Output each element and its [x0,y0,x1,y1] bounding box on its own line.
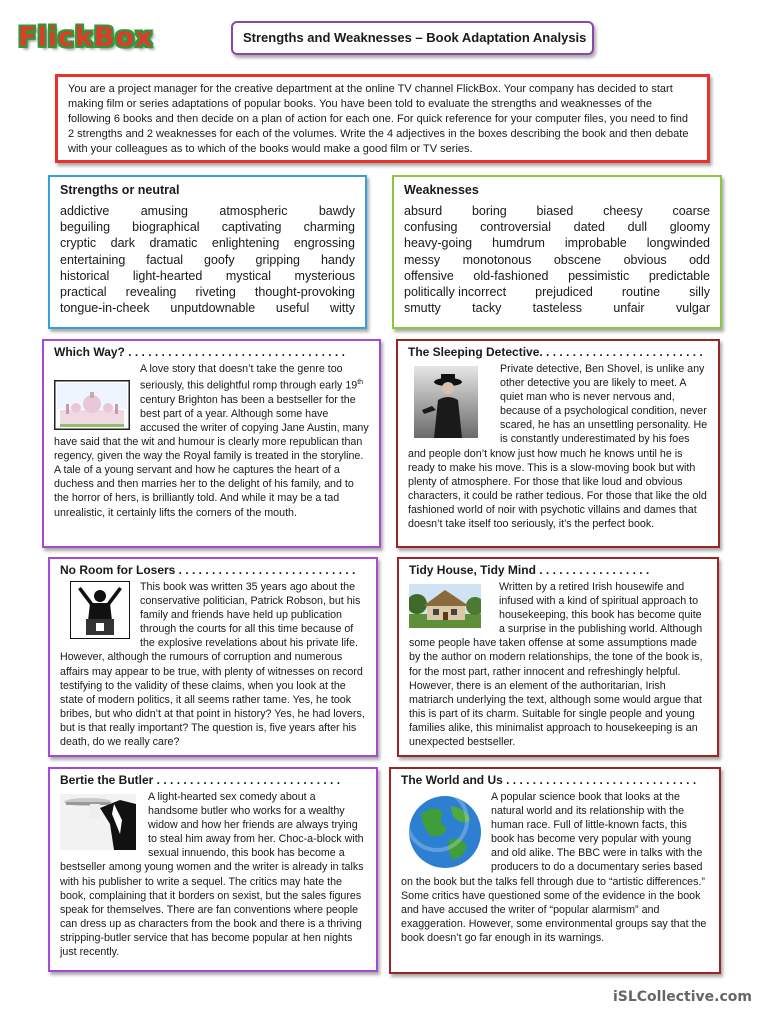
strengths-word: captivating [221,220,282,235]
brighton-pavilion-image [54,380,130,430]
weaknesses-word: longwinded [646,236,710,251]
strengths-word-row [60,284,355,300]
globe-image [407,794,483,870]
flickbox-logo: FlickBox [18,22,154,53]
weaknesses-word: politically incorrect [404,285,507,300]
strengths-word: charming [303,220,355,235]
book-card-tidy-house-tidy-mind [397,557,719,757]
weaknesses-word-row [404,268,710,284]
weaknesses-word-row [404,219,710,235]
strengths-word-row [60,300,355,316]
watermark-text: iSLCollective.com [612,989,752,1005]
weaknesses-word: offensive [404,268,454,283]
weaknesses-word: silly [689,285,710,300]
strengths-word: goofy [204,252,235,267]
detective-image [414,366,478,438]
weaknesses-word: dull [627,220,648,235]
weaknesses-word: dated [573,220,605,235]
weaknesses-word: pessimistic [568,268,630,283]
book-description: Private detective, Ben Shovel, is unlike any other detective you are likely to meet. A quiet man who is never nervous and, because of a psychological condition, never scared, he has an unsettling personality. He is constantly underestimated by his foes and people don’t know just how much he knows until he is ready to make his move. This is a slow-moving book but with plenty of atmosphere. For those that like loud and obvious characters, it could be rather tedious. For those that like the old fashioned world of noir with psychotic villains and dames that doesn’t take itself too seriously, it’s the perfect book. [408,363,708,531]
weaknesses-word-row [404,203,710,219]
strengths-heading: Strengths or neutral [60,183,180,197]
book-description: A love story that doesn’t take the genre too seriously, this delightful romp through early 19th century Brighton has been a bestseller for the best part of a year. Although some have accused the writer of copying Jane Austin, many have said that the wit and humour is clearly more republican than regency, given the way the Royal family is treated in the storyline. A tale of a young servant and how he captures the heart of a duchess and then marries her to the delight of his family, and to the horror of hers, is brilliantly told. And while it may be a tad unrealistic, it certainly lifts the corners of the mouth. [54,363,369,519]
weaknesses-word-row [404,300,710,316]
book-title: The World and Us . . . . . . . . . . . . . . . . . . . . . . . . . . . . . [401,773,697,787]
book-title: Bertie the Butler . . . . . . . . . . . . . . . . . . . . . . . . . . . . [60,773,341,787]
book-title: Which Way? . . . . . . . . . . . . . . . . . . . . . . . . . . . . . . . . . [54,345,345,359]
instructions-text: You are a project manager for the creative department at the online TV channel FlickBox. Your company has decided to start making film or series adaptations of popular books. You have been told to evaluate the strengths and weaknesses of the following 6 books and then decide on a plan of action for each one. For quick reference for your computer files, you need to find 2 strengths and 2 weaknesses for each of the volumes. Write the 4 adjectives in the boxes describing the book and then debate with your colleagues as to which of the books would make a good film or TV series. [68,83,689,155]
strengths-word: thought-provoking [254,285,355,300]
strengths-box [48,175,367,329]
weaknesses-word: vulgar [675,301,710,316]
weaknesses-word-row [404,235,710,251]
book-title: The Sleeping Detective. . . . . . . . . . . . . . . . . . . . . . . . . [408,345,703,359]
weaknesses-word: biased [536,204,574,218]
weaknesses-word: confusing [404,220,458,235]
book-card-no-room-for-losers [48,557,378,757]
strengths-word: engrossing [293,236,355,251]
weaknesses-word: routine [621,285,661,300]
book-description: Written by a retired Irish housewife and infused with a kind of spiritual approach to housekeeping, this book has become quite a surprise in the publishing world. Although some people have taken offense at some assumptions made by the author on modern relationships, the tone of the book is, for the most part, rather innocent and refreshingly helpful. However, there is an element of the authoritarian, Irish matriarch underlying the text, although some would argue that this is part of its charm. Suitable for single people and young families alike, this minimalist approach to housekeeping is an unexpected bestseller. [409,581,703,749]
weaknesses-word: prejudiced [535,285,593,300]
strengths-word: practical [60,285,107,300]
strengths-word: mysterious [294,268,355,283]
weaknesses-word: unfair [613,301,645,316]
weaknesses-word-row [404,252,710,268]
weaknesses-word: coarse [672,204,710,218]
strengths-word: dramatic [149,236,198,251]
weaknesses-word-row [404,284,710,300]
weaknesses-word: smutty [404,301,441,316]
strengths-word: tongue-in-cheek [60,301,150,316]
strengths-word: useful [275,301,310,316]
strengths-word: gripping [255,252,301,267]
politician-image [70,581,130,639]
strengths-word: handy [320,252,355,267]
strengths-word: entertaining [60,252,126,267]
strengths-word-row [60,219,355,235]
strengths-word-list [60,203,355,316]
strengths-word-row [60,203,355,219]
strengths-word: beguiling [60,220,111,235]
instructions-box [55,74,710,163]
weaknesses-word: monotonous [462,252,532,267]
strengths-word: atmospheric [219,204,288,218]
strengths-word: mystical [225,268,272,283]
strengths-word: light-hearted [132,268,203,283]
weaknesses-word: tasteless [532,301,582,316]
weaknesses-word: obscene [553,252,602,267]
book-description: A light-hearted sex comedy about a handsome butler who works for a wealthy widow and how her friends are always trying to steal him away from her. Choc-a-block with sexual innuendo, this book has become a bestseller among young women and the writer is already in talks with his publisher to write a sequel. The critics may hate the book, complaining that it borders on sexist, but the sales figures speak for themselves. There are fan conventions where people can dress up as characters from the book and there is a thriving stripping-butler service that has become popular at hen nights just recently. [60,791,364,959]
strengths-word: enlightening [211,236,280,251]
weaknesses-word: cheesy [603,204,643,218]
strengths-word: revealing [125,285,177,300]
book-description: A popular science book that looks at the natural world and its relationship with the human race. Full of little-known facts, this book has become very popular with young and old alike. The BBC were in talks with the producers to do a documentary series based on the book but the talks fell through due to “artistic differences.” Some critics have questioned some of the evidence in the book and have accused the writer of “popular alarmism” and exaggeration. However, some environmental groups say that the book doesn’t go far enough in its warnings. [401,791,707,944]
weaknesses-box [392,175,722,329]
weaknesses-word: controversial [480,220,552,235]
strengths-word: dark [110,236,135,251]
weaknesses-word: heavy-going [404,236,473,251]
strengths-word: witty [329,301,355,316]
weaknesses-word: messy [404,252,441,267]
strengths-word: unputdownable [170,301,256,316]
book-card-which-way [42,339,381,548]
strengths-word: biographical [132,220,200,235]
strengths-word: addictive [60,204,110,218]
weaknesses-word: boring [471,204,507,218]
weaknesses-word: improbable [564,236,627,251]
weaknesses-word: tacky [472,301,502,316]
cottage-image [409,584,481,628]
strengths-word: bawdy [318,204,355,218]
strengths-word-row [60,252,355,268]
weaknesses-word: humdrum [492,236,545,251]
book-description: This book was written 35 years ago about the conservative politician, Patrick Robson, but his family and friends have held up publication through the courts for all this time because of the explosive revelations about his private life. However, although the rumours of corruption and numerous affairs may appear to be true, with plenty of witnesses on record testifying to the validity of these claims, when you look at the state of modern politics, it all seems rather tame. Yes, he took bribes, but who didn’t at that point in history? Yes, he had lovers, but is that really important? The question is, five years after his death, do we really care? [60,581,365,749]
weaknesses-word: absurd [404,204,443,218]
strengths-word: factual [146,252,184,267]
book-title: Tidy House, Tidy Mind . . . . . . . . . . . . . . . . . [409,563,650,577]
weaknesses-word: odd [689,252,710,267]
strengths-word: amusing [140,204,188,218]
butler-image [60,794,136,850]
strengths-word-row [60,268,355,284]
book-card-bertie-the-butler [48,767,378,972]
weaknesses-heading: Weaknesses [404,183,479,197]
strengths-word: historical [60,268,110,283]
weaknesses-word: gloomy [669,220,710,235]
strengths-word-row [60,235,355,251]
weaknesses-word: predictable [648,268,710,283]
strengths-word: cryptic [60,236,97,251]
weaknesses-word: obvious [623,252,667,267]
weaknesses-word-list [404,203,710,316]
strengths-word: riveting [195,285,236,300]
book-card-the-world-and-us [389,767,721,974]
weaknesses-word: old-fashioned [473,268,549,283]
page-title: Strengths and Weaknesses – Book Adaptation Analysis [231,21,594,55]
book-title: No Room for Losers . . . . . . . . . . . . . . . . . . . . . . . . . . . [60,563,356,577]
book-card-sleeping-detective [396,339,720,548]
